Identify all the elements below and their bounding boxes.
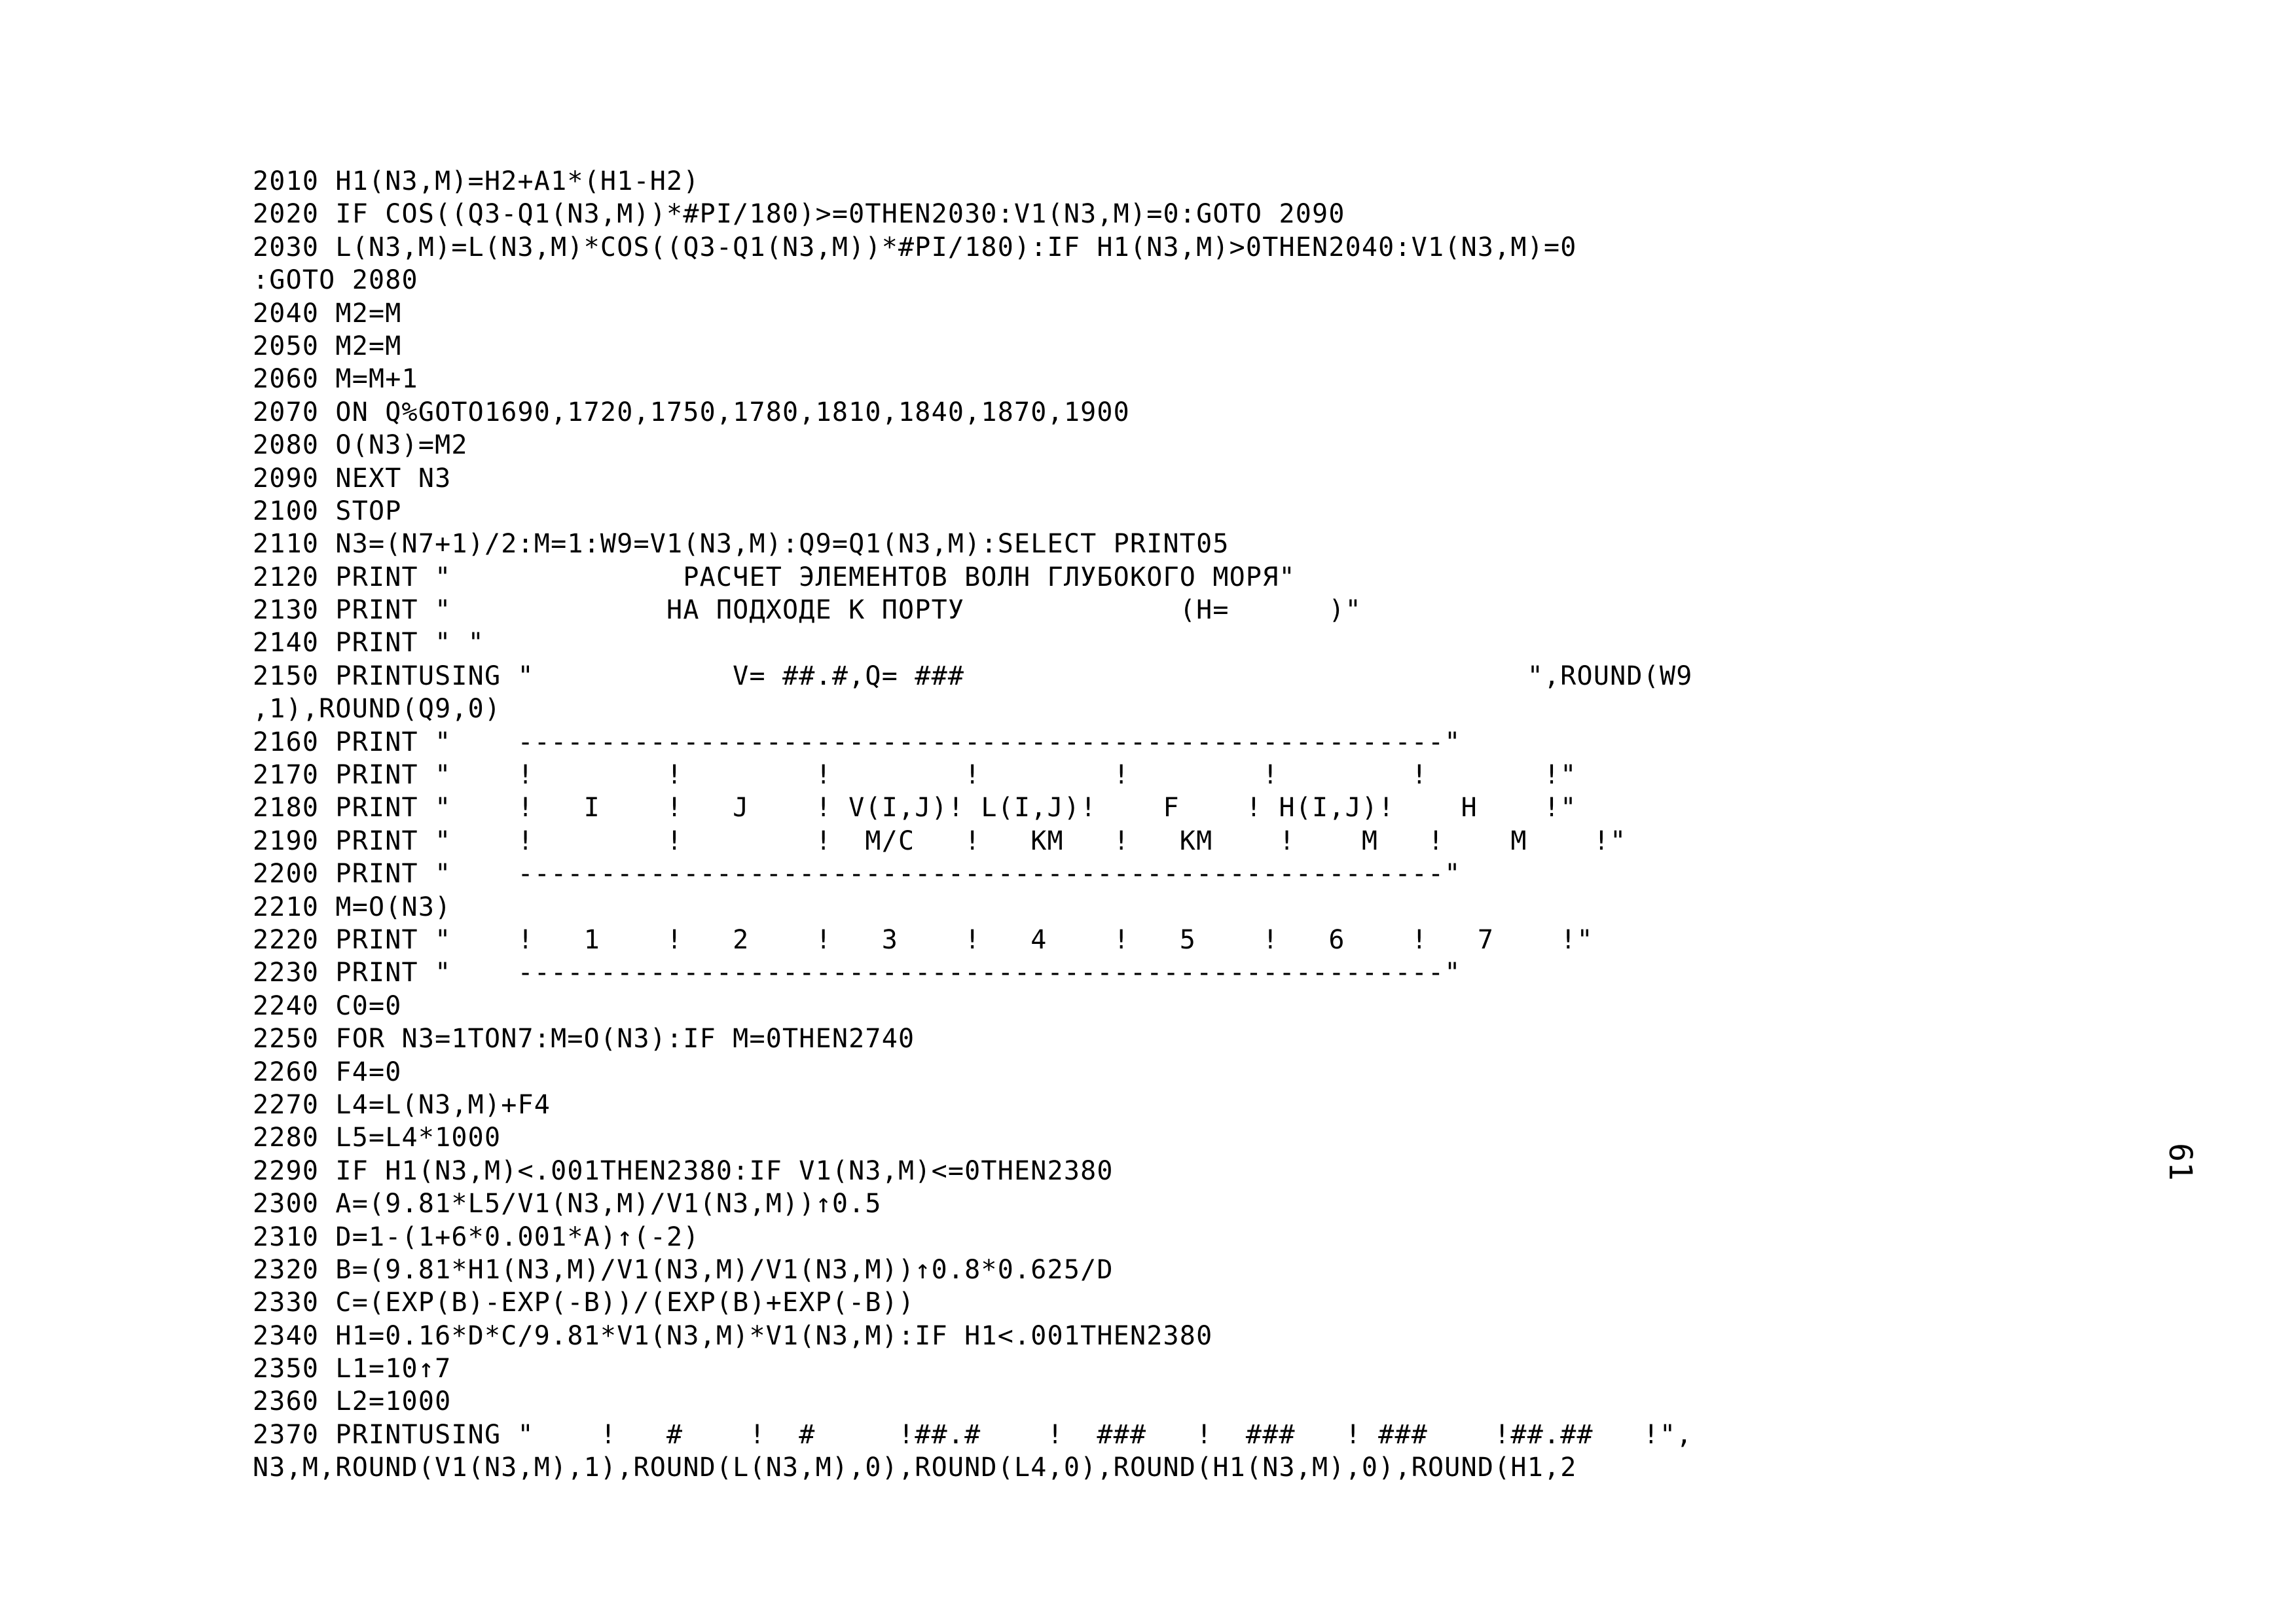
code-line: 2230 PRINT " --------------------------------------------------------"	[253, 958, 1461, 988]
code-line: 2070 ON Q%GOTO1690,1720,1750,1780,1810,1840,1870,1900	[253, 397, 1130, 427]
code-line: 2170 PRINT " ! ! ! ! ! ! ! !"	[253, 760, 1577, 791]
code-line: 2050 M2=M	[253, 331, 402, 361]
code-line: 2290 IF H1(N3,M)<.001THEN2380:IF V1(N3,M)<=0THEN2380	[253, 1155, 1114, 1186]
code-line: 2190 PRINT " ! ! ! M/C ! KM ! KM ! M ! M !"	[253, 825, 1627, 856]
code-line: 2150 PRINTUSING " V= ##.#,Q= ### ",ROUND(W9	[253, 660, 1693, 691]
code-line: 2120 PRINT " РАСЧЕТ ЭЛЕМЕНТОВ ВОЛН ГЛУБОКОГО МОРЯ"	[253, 562, 1296, 592]
code-line: 2030 L(N3,M)=L(N3,M)*COS((Q3-Q1(N3,M))*#PI/180):IF H1(N3,M)>0THEN2040:V1(N3,M)=0	[253, 232, 1577, 262]
page-number: 61	[2162, 1143, 2198, 1181]
code-line: 2090 NEXT N3	[253, 463, 452, 494]
code-line: 2080 O(N3)=M2	[253, 430, 468, 461]
code-line: 2160 PRINT " --------------------------------------------------------"	[253, 727, 1461, 757]
code-line: 2020 IF COS((Q3-Q1(N3,M))*#PI/180)>=0THEN2030:V1(N3,M)=0:GOTO 2090	[253, 199, 1345, 230]
code-line: 2340 H1=0.16*D*C/9.81*V1(N3,M)*V1(N3,M):IF H1<.001THEN2380	[253, 1320, 1213, 1351]
code-line: 2370 PRINTUSING " ! # ! # !##.# ! ### ! ### ! ### !##.## !",	[253, 1419, 1693, 1450]
code-line: 2360 L2=1000	[253, 1386, 452, 1417]
code-line: 2180 PRINT " ! I ! J ! V(I,J)! L(I,J)! F ! H(I,J)! H !"	[253, 793, 1577, 823]
code-line: 2300 A=(9.81*L5/V1(N3,M)/V1(N3,M))↑0.5	[253, 1189, 882, 1219]
code-line: ,1),ROUND(Q9,0)	[253, 694, 501, 725]
code-line: 2250 FOR N3=1TON7:M=O(N3):IF M=0THEN2740	[253, 1024, 915, 1055]
code-line: 2140 PRINT " "	[253, 628, 484, 659]
program-listing	[253, 165, 1693, 1485]
code-line: N3,M,ROUND(V1(N3,M),1),ROUND(L(N3,M),0),ROUND(L4,0),ROUND(H1(N3,M),0),ROUND(H1,2	[253, 1453, 1577, 1483]
code-line: 2260 F4=0	[253, 1056, 402, 1087]
code-line: 2010 H1(N3,M)=H2+A1*(H1-H2)	[253, 166, 700, 196]
code-line: 2330 C=(EXP(B)-EXP(-B))/(EXP(B)+EXP(-B))	[253, 1288, 915, 1318]
code-line: 2280 L5=L4*1000	[253, 1123, 501, 1153]
code-line: 2060 M=M+1	[253, 364, 418, 395]
code-line: 2310 D=1-(1+6*0.001*A)↑(-2)	[253, 1221, 700, 1252]
code-line: 2100 STOP	[253, 496, 402, 526]
code-line: 2220 PRINT " ! 1 ! 2 ! 3 ! 4 ! 5 ! 6 ! 7 !"	[253, 924, 1594, 955]
code-line: 2350 L1=10↑7	[253, 1354, 452, 1384]
code-line: 2200 PRINT " --------------------------------------------------------"	[253, 859, 1461, 890]
code-line: 2040 M2=M	[253, 298, 402, 329]
code-line: 2110 N3=(N7+1)/2:M=1:W9=V1(N3,M):Q9=Q1(N3,M):SELECT PRINT05	[253, 529, 1230, 560]
code-line: 2270 L4=L(N3,M)+F4	[253, 1089, 551, 1120]
code-line: :GOTO 2080	[253, 265, 418, 296]
code-line: 2240 C0=0	[253, 990, 402, 1021]
code-line: 2210 M=O(N3)	[253, 892, 452, 922]
code-line: 2130 PRINT " НА ПОДХОДЕ К ПОРТУ (H= )"	[253, 595, 1362, 626]
code-line: 2320 B=(9.81*H1(N3,M)/V1(N3,M)/V1(N3,M))↑0.8*0.625/D	[253, 1254, 1114, 1285]
